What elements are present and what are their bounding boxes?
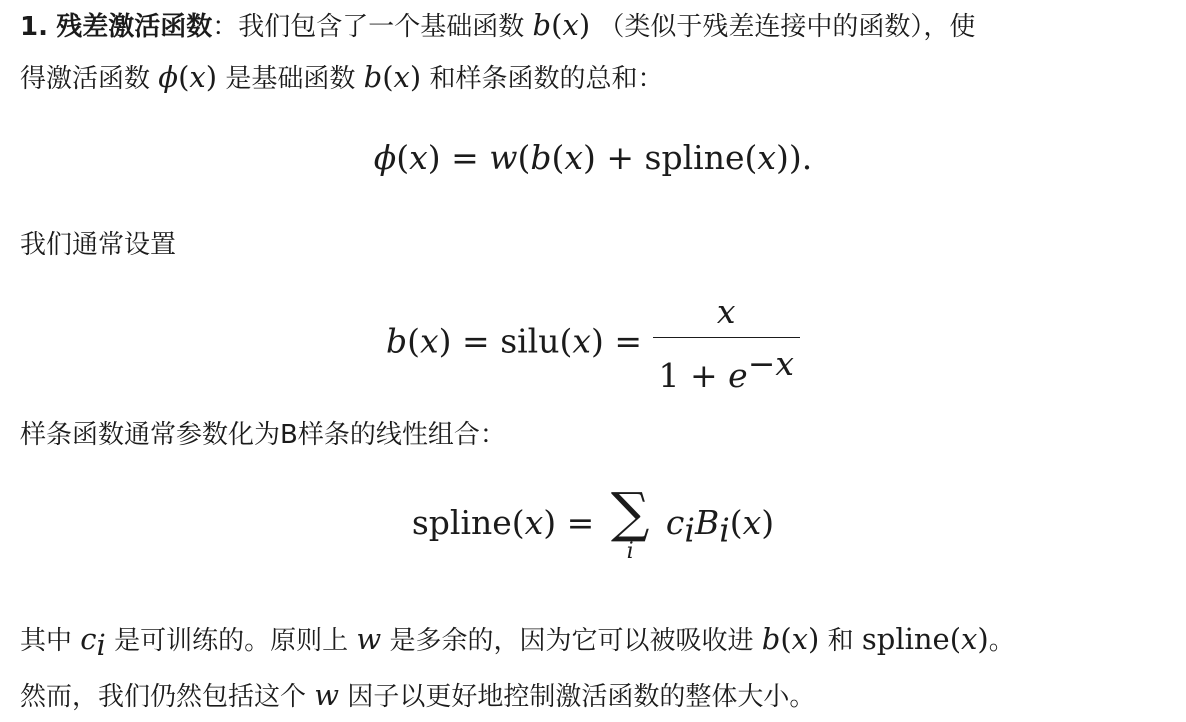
math-b: b (363, 60, 383, 94)
plus-sign: + (606, 138, 635, 177)
paren: ) (590, 321, 604, 361)
math-x: x (524, 503, 544, 542)
math-x: x (742, 503, 762, 542)
text: 样条函数通常参数化为B样条的线性组合： (20, 420, 506, 450)
math-x: x (564, 138, 584, 177)
equals-sign: = (566, 503, 595, 542)
paren: ( (511, 503, 525, 542)
math-x: x (757, 138, 776, 177)
math-b: b (532, 8, 552, 42)
equals-sign: = (451, 138, 479, 177)
math-B: B (694, 503, 720, 542)
math-spline: spline (411, 503, 512, 542)
math-c: c (80, 622, 97, 656)
paren: ) (205, 60, 218, 94)
math-phi: ϕ (373, 138, 397, 177)
text: 其中 (20, 626, 73, 656)
paren: ) (977, 622, 989, 656)
paren: ( (407, 321, 421, 361)
paren: ( (551, 138, 565, 177)
text: 我们通常设置 (20, 230, 177, 260)
text: 然而，我们仍然包括这个 (20, 682, 307, 713)
subscript-i: i (96, 628, 106, 663)
paren: ( (949, 622, 962, 656)
text: 因子以更好地控制激活函数的整体大小。 (347, 682, 816, 713)
math-phi: ϕ (158, 60, 179, 94)
paragraph-bspline (20, 410, 1170, 460)
math-b: b (761, 622, 781, 656)
math-spline: spline (861, 622, 950, 656)
colon: ： (212, 12, 239, 42)
paren: ( (551, 8, 563, 42)
subscript-i: i (719, 510, 730, 550)
paren: ) (409, 60, 422, 94)
math-c: c (665, 503, 685, 542)
text: 我们包含了一个基础函数 (238, 12, 525, 42)
math-w: w (314, 678, 340, 713)
text: 得激活函数 (20, 64, 151, 94)
equation-silu (0, 292, 1186, 395)
fraction (653, 292, 800, 395)
math-silu: silu (500, 321, 560, 361)
paren: ( (780, 622, 792, 656)
math-x: x (572, 321, 591, 361)
sum-index: i (626, 539, 634, 564)
paren: ) (808, 622, 820, 656)
exponent: −x (747, 344, 794, 383)
text: （类似于残差连接中的函数），使 (598, 12, 976, 42)
text: 和样条函数的总和： (429, 64, 664, 94)
math-x: x (791, 622, 808, 656)
paren: ) (578, 8, 591, 42)
list-number: 1. (20, 12, 48, 42)
paren: ) (543, 503, 557, 542)
math-b: b (386, 321, 408, 361)
math-x: x (189, 60, 206, 94)
text: 和 (827, 626, 854, 656)
math-x: x (961, 622, 978, 656)
paren: ) (427, 138, 441, 177)
paren: ( (396, 138, 410, 177)
fraction-numerator: x (653, 292, 800, 338)
math-x: x (393, 60, 410, 94)
paren: ) (761, 503, 775, 542)
math-e: e (728, 356, 748, 395)
paragraph-residual-activation (20, 0, 1170, 104)
math-x: x (420, 321, 439, 361)
paren: ( (744, 138, 758, 177)
sigma-symbol: ∑ (610, 481, 650, 544)
paren: ) (583, 138, 596, 177)
text: 是多余的，因为它可以被吸收进 (389, 626, 754, 656)
section-title: 残差激活函数 (56, 12, 213, 42)
period: 。 (988, 626, 1015, 656)
paragraph-usually-set (20, 220, 1170, 270)
equation-activation (0, 138, 1186, 177)
math-b: b (530, 138, 552, 177)
summation (610, 481, 650, 564)
closing: )). (776, 138, 813, 177)
equation-spline-sum (0, 481, 1186, 564)
paragraph-trainable (20, 614, 1170, 722)
text: 是可训练的。原则上 (114, 626, 349, 656)
paren: ( (559, 321, 573, 361)
text: 是基础函数 (225, 64, 356, 94)
paren: ( (382, 60, 394, 94)
math-x: x (409, 138, 428, 177)
math-spline: spline (644, 138, 745, 177)
equals-sign: = (614, 321, 643, 361)
equals-sign: = (462, 321, 490, 361)
denominator-one-plus: 1 + (658, 356, 718, 395)
math-w: w (356, 622, 382, 656)
fraction-denominator (653, 338, 800, 395)
paren: ( (517, 138, 531, 177)
math-w: w (489, 138, 518, 177)
math-x: x (562, 8, 579, 42)
subscript-i: i (684, 510, 695, 550)
paren: ) (438, 321, 452, 361)
paren: ( (178, 60, 190, 94)
paren: ( (729, 503, 743, 542)
